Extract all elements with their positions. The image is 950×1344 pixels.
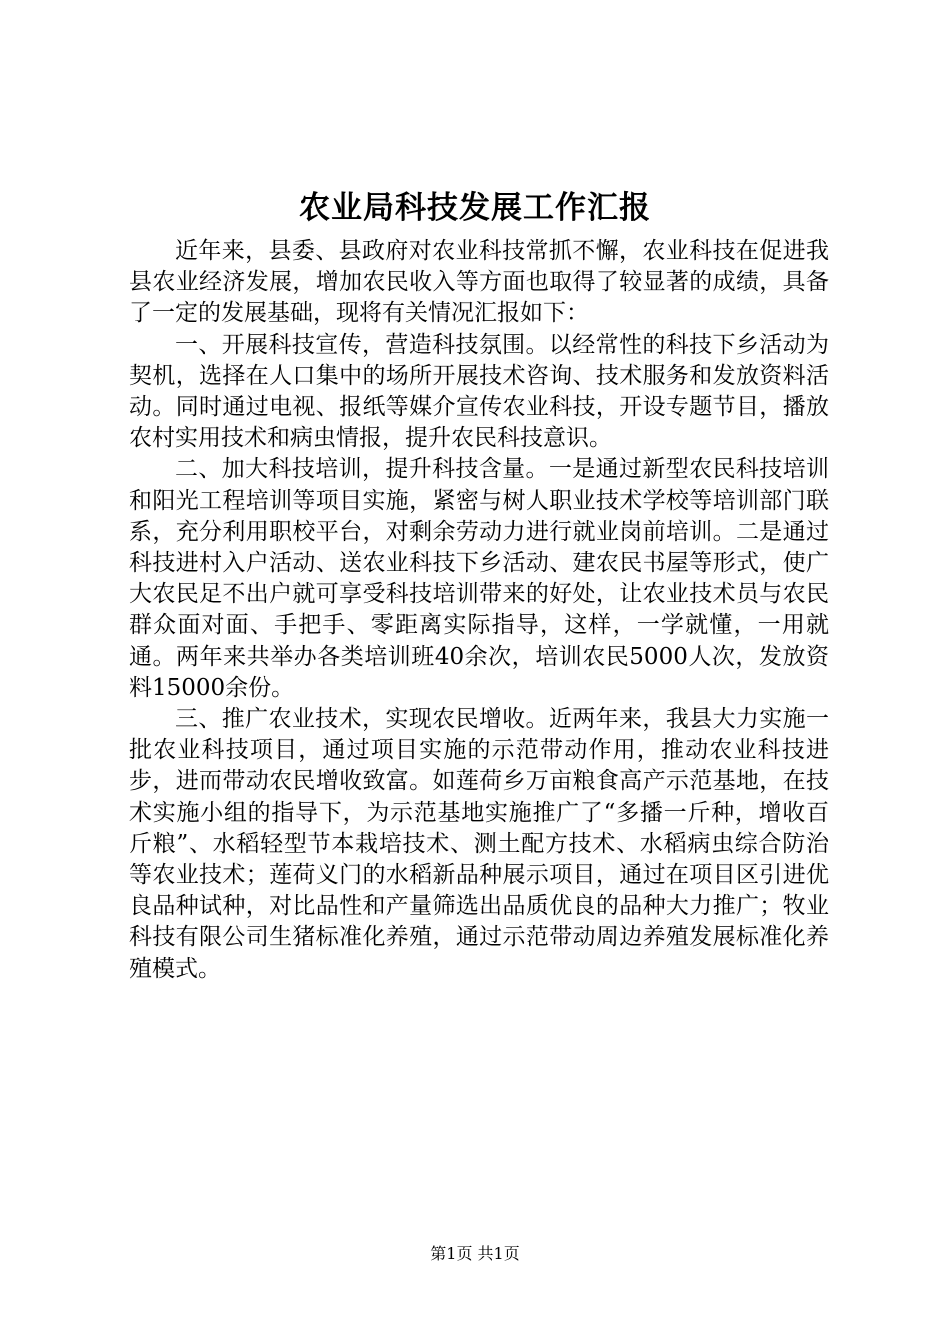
document-body: [129, 236, 829, 985]
paragraph-section-2: 二、加大科技培训，提升科技含量。一是通过新型农民科技培训和阳光工程培训等项目实施，紧密与树人职业技术学校等培训部门联系，充分利用职校平台，对剩余劳动力进行就业岗前培训。二是通过科技进村入户活动、送农业科技下乡活动、建农民书屋等形式，使广大农民足不出户就可享受科技培训带来的好处，让农业技术员与农民群众面对面、手把手、零距离实际指导，这样，一学就懂，一用就通。两年来共举办各类培训班40余次，培训农民5000人次，发放资料15000余份。: [129, 456, 829, 701]
paragraph-section-1: 一、开展科技宣传，营造科技氛围。以经常性的科技下乡活动为契机，选择在人口集中的场所开展技术咨询、技术服务和发放资料活动。同时通过电视、报纸等媒介宣传农业科技，开设专题节目，播放农村实用技术和病虫情报，提升农民科技意识。: [129, 331, 829, 452]
document-title: 农业局科技发展工作汇报: [299, 190, 651, 226]
paragraph-intro: 近年来，县委、县政府对农业科技常抓不懈，农业科技在促进我县农业经济发展，增加农民收入等方面也取得了较显著的成绩，具备了一定的发展基础，现将有关情况汇报如下：: [129, 238, 829, 327]
page-number-footer: 第1页 共1页: [430, 1244, 520, 1263]
paragraph-section-3: 三、推广农业技术，实现农民增收。近两年来，我县大力实施一批农业科技项目，通过项目实施的示范带动作用，推动农业科技进步，进而带动农民增收致富。如莲荷乡万亩粮食高产示范基地，在技术实施小组的指导下，为示范基地实施推广了“多播一斤种，增收百斤粮”、水稻轻型节本栽培技术、测土配方技术、水稻病虫综合防治等农业技术；莲荷义门的水稻新品种展示项目，通过在项目区引进优良品种试种，对比品性和产量筛选出品质优良的品种大力推广；牧业科技有限公司生猪标准化养殖，通过示范带动周边养殖发展标准化养殖模式。: [129, 706, 829, 982]
